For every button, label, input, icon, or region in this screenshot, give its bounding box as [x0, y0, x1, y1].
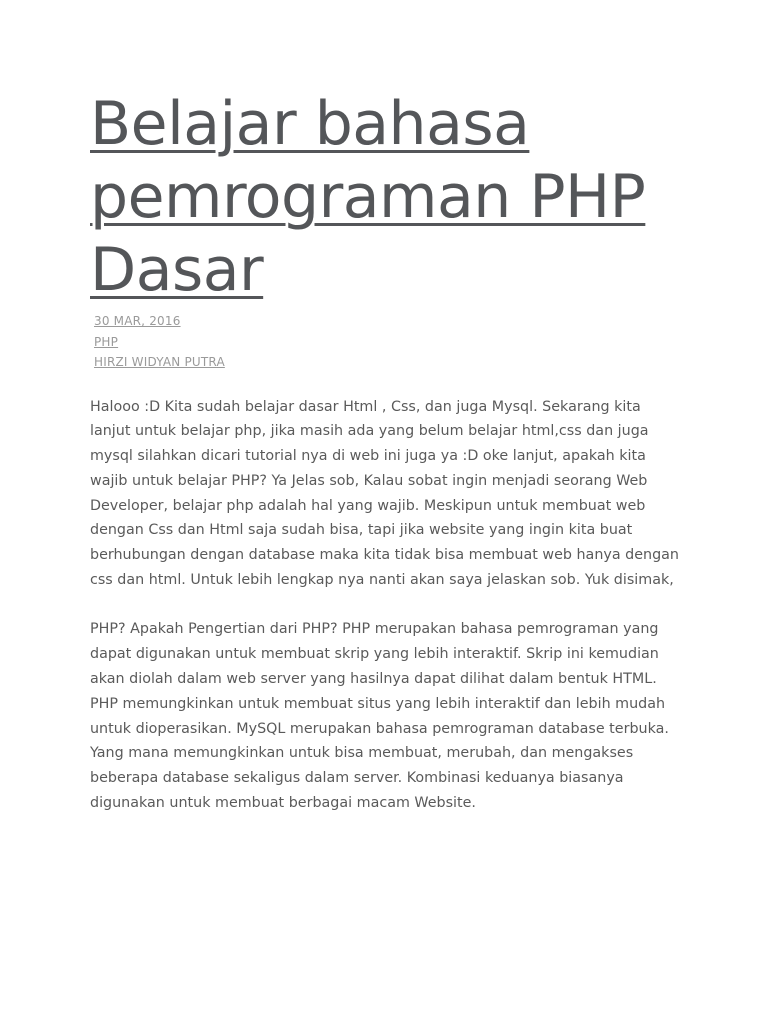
post-date-link[interactable]: 30 MAR, 2016: [94, 314, 181, 328]
paragraph-php-definition: PHP? Apakah Pengertian dari PHP? PHP merupakan bahasa pemrograman yang dapat digunakan untuk membuat skrip yang lebih interaktif. Skrip ini kemudian akan diolah dalam web server yang hasilnya dapat dilihat dalam bentuk HTML. PHP memungkinkan untuk membuat situs yang lebih interaktif dan lebih mudah untuk dioperasikan. MySQL merupakan bahasa pemrograman database terbuka. Yang mana memungkinkan untuk bisa membuat, merubah, dan mengakses beberapa database sekaligus dalam server. Kombinasi keduanya biasanya digunakan untuk membuat berbagai macam Website.: [90, 621, 669, 811]
paragraph-intro: Halooo :D Kita sudah belajar dasar Html , Css, dan juga Mysql. Sekarang kita lanjut untuk belajar php, jika masih ada yang belum belajar html,css dan juga mysql silahkan dicari tutorial nya di web ini juga ya :D oke lanjut, apakah kita wajib untuk belajar PHP? Ya Jelas sob, Kalau sobat ingin menjadi seorang Web Developer, belajar php adalah hal yang wajib. Meskipun untuk membuat web dengan Css dan Html saja sudah bisa, tapi jika website yang ingin kita buat berhubungan dengan database maka kita tidak bisa membuat web hanya dengan css dan html. Untuk lebih lengkap nya nanti akan saya jelaskan sob. Yuk disimak,: [90, 398, 679, 589]
post-author-link[interactable]: HIRZI WIDYAN PUTRA: [94, 355, 225, 369]
post-meta: [90, 311, 680, 373]
page-title: [90, 88, 680, 307]
article: [90, 88, 680, 840]
post-content: [90, 395, 680, 816]
post-title-link[interactable]: Belajar bahasa pemrograman PHP Dasar: [90, 89, 646, 305]
post-category-link[interactable]: PHP: [94, 334, 119, 349]
